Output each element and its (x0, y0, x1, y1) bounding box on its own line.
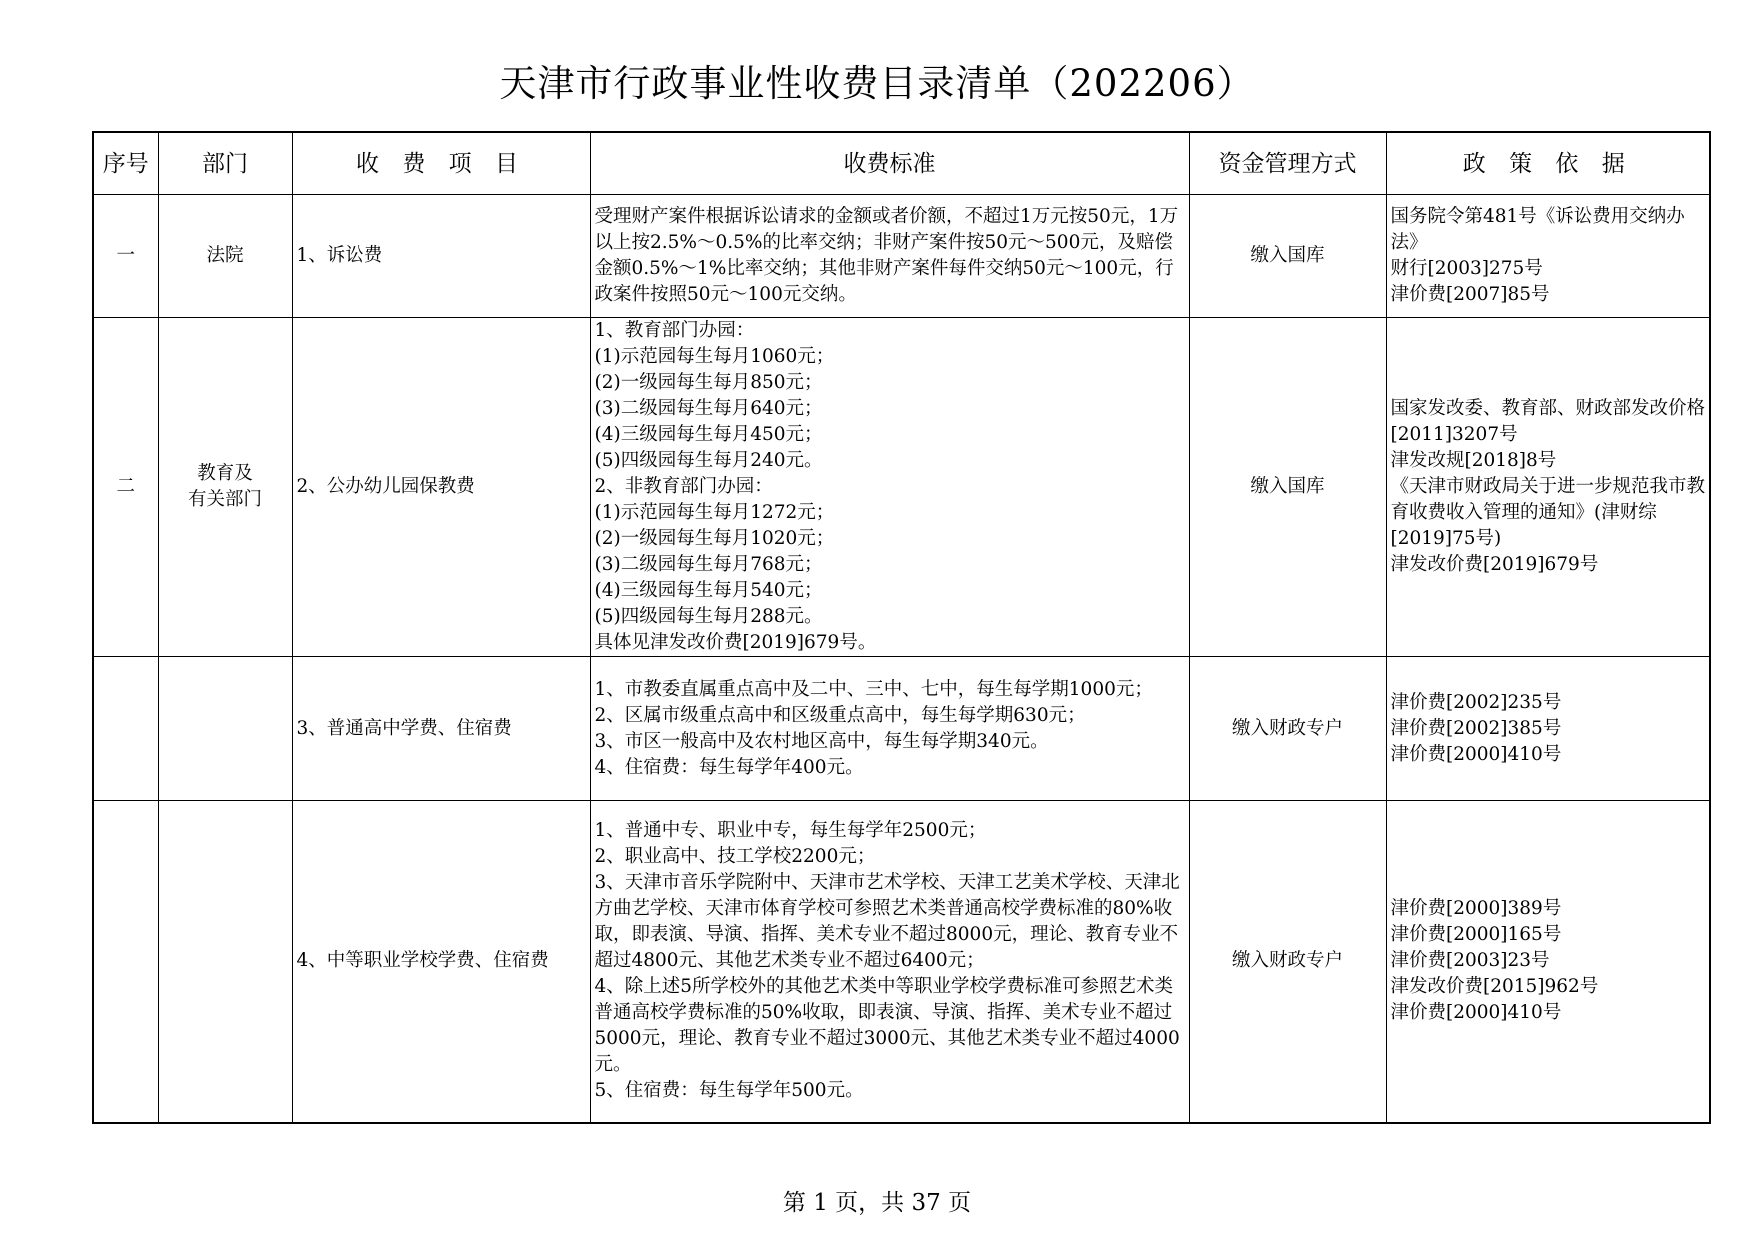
cell-standard: 受理财产案件根据诉讼请求的金额或者价额，不超过1万元按50元，1万以上按2.5%～0.5%的比率交纳；非财产案件按50元～500元，及赔偿金额0.5%～1%比率交纳；其他非财产案件每件交纳50元～100元，行政案件按照50元～100元交纳。 (590, 195, 1189, 318)
fee-catalog-table (92, 131, 1711, 1124)
cell-seq (93, 657, 158, 801)
cell-fund: 缴入国库 (1189, 318, 1386, 657)
cell-dept: 教育及 有关部门 (158, 318, 292, 657)
cell-seq (93, 801, 158, 1123)
cell-dept (158, 801, 292, 1123)
cell-fund: 缴入财政专户 (1189, 657, 1386, 801)
table-row (93, 318, 1710, 657)
header-standard: 收费标准 (590, 132, 1189, 195)
cell-policy: 津价费[2002]235号 津价费[2002]385号 津价费[2000]410号 (1386, 657, 1710, 801)
cell-item: 1、诉讼费 (292, 195, 590, 318)
header-policy: 政 策 依 据 (1386, 132, 1710, 195)
header-fund: 资金管理方式 (1189, 132, 1386, 195)
cell-standard: 1、普通中专、职业中专，每生每学年2500元； 2、职业高中、技工学校2200元； 3、天津市音乐学院附中、天津市艺术学校、天津工艺美术学校、天津北方曲艺学校、天津市体育学校可参照艺术类普通高校学费标准的80%收取，即表演、导演、指挥、美术专业不超过8000元，理论、教育专业不超过4800元、其他艺术类专业不超过6400元； 4、除上述5所学校外的其他艺术类中等职业学校学费标准可参照艺术类普通高校学费标准的50%收取，即表演、导演、指挥、美术专业不超过5000元，理论、教育专业不超过3000元、其他艺术类专业不超过4000元。 5、住宿费：每生每学年500元。 (590, 801, 1189, 1123)
cell-seq: 二 (93, 318, 158, 657)
page-footer: 第 1 页，共 37 页 (782, 1190, 972, 1216)
cell-dept: 法院 (158, 195, 292, 318)
table-row (93, 801, 1710, 1123)
header-item: 收 费 项 目 (292, 132, 590, 195)
cell-item: 4、中等职业学校学费、住宿费 (292, 801, 590, 1123)
cell-policy: 津价费[2000]389号 津价费[2000]165号 津价费[2003]23号 津发改价费[2015]962号 津价费[2000]410号 (1386, 801, 1710, 1123)
cell-standard: 1、教育部门办园： (1)示范园每生每月1060元； (2)一级园每生每月850元； (3)二级园每生每月640元； (4)三级园每生每月450元； (5)四级园每生每月240元。 2、非教育部门办园： (1)示范园每生每月1272元； (2)一级园每生每月1020元； (3)二级园每生每月768元； (4)三级园每生每月540元； (5)四级园每生每月288元。 具体见津发改价费[2019]679号。 (590, 318, 1189, 657)
cell-dept (158, 657, 292, 801)
cell-item: 2、公办幼儿园保教费 (292, 318, 590, 657)
cell-standard: 1、市教委直属重点高中及二中、三中、七中，每生每学期1000元； 2、区属市级重点高中和区级重点高中，每生每学期630元； 3、市区一般高中及农村地区高中，每生每学期340元。 4、住宿费：每生每学年400元。 (590, 657, 1189, 801)
cell-fund: 缴入财政专户 (1189, 801, 1386, 1123)
cell-fund: 缴入国库 (1189, 195, 1386, 318)
cell-policy: 国务院令第481号《诉讼费用交纳办法》 财行[2003]275号 津价费[2007]85号 (1386, 195, 1710, 318)
cell-seq: 一 (93, 195, 158, 318)
header-dept: 部门 (158, 132, 292, 195)
table-header-row (93, 132, 1710, 195)
table-row (93, 195, 1710, 318)
table-row (93, 657, 1710, 801)
cell-policy: 国家发改委、教育部、财政部发改价格[2011]3207号 津发改规[2018]8号 《天津市财政局关于进一步规范我市教育收费收入管理的通知》(津财综[2019]75号) 津发改价费[2019]679号 (1386, 318, 1710, 657)
page-title: 天津市行政事业性收费目录清单（202206） (499, 62, 1255, 105)
header-seq: 序号 (93, 132, 158, 195)
cell-item: 3、普通高中学费、住宿费 (292, 657, 590, 801)
